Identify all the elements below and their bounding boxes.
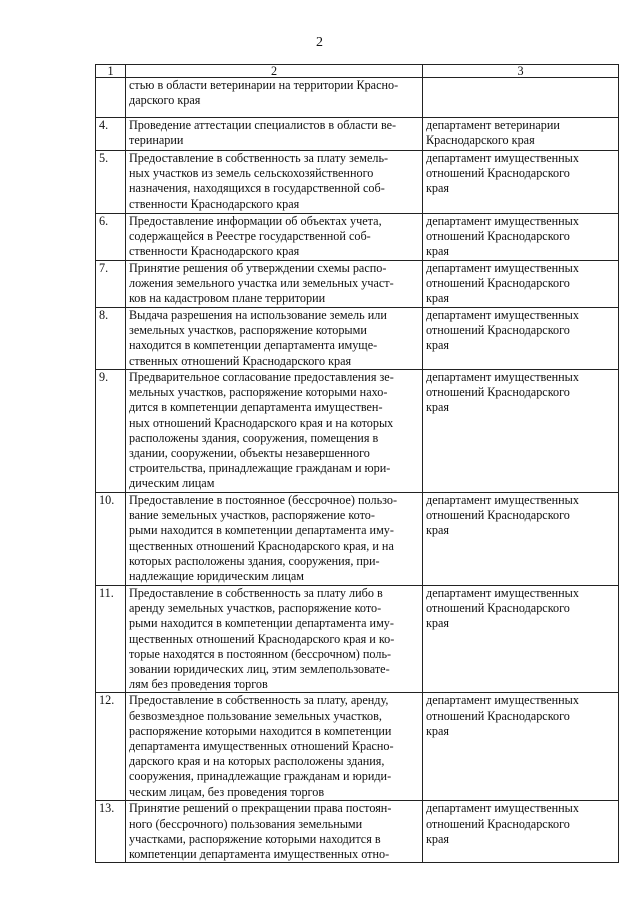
service-name: Предварительное согласование предоставления зе- мельных участков, распоряжение которыми нахо- дится в компетенции департамента имуществен- ных отношений Краснодарского края и на которых расположены здания, сооружения, помещения в здании, сооружении, объекты незавершенного строительства, принадлежащие гражданам и юри- дическим лицам bbox=[126, 370, 423, 493]
service-name: Предоставление информации об объектах учета, содержащейся в Реестре государственной соб- ственности Краснодарского края bbox=[126, 214, 423, 261]
table-row bbox=[96, 586, 619, 693]
responsible-department: департамент имущественных отношений Краснодарского края bbox=[423, 493, 619, 586]
responsible-department: департамент имущественных отношений Краснодарского края bbox=[423, 214, 619, 261]
service-name: Предоставление в постоянное (бессрочное) пользо- вание земельных участков, распоряжение кото- рыми находится в компетенции департамента иму- щественных отношений Краснодарского края, и на которых расположены здания, сооружения, при- надлежащие юридическим лицам bbox=[126, 493, 423, 586]
table-row bbox=[96, 151, 619, 214]
row-number: 10. bbox=[96, 493, 126, 586]
column-header-service: 2 bbox=[126, 65, 423, 78]
responsible-department: департамент имущественных отношений Краснодарского края bbox=[423, 586, 619, 693]
row-number: 8. bbox=[96, 308, 126, 370]
service-name: Принятие решений о прекращении права постоян- ного (бессрочного) пользования земельными участками, распоряжение которыми находится в компетенции департамента имущественных отно- bbox=[126, 801, 423, 863]
service-name: Проведение аттестации специалистов в области ве- теринарии bbox=[126, 118, 423, 151]
responsible-department: департамент имущественных отношений Краснодарского края bbox=[423, 801, 619, 863]
service-name: стью в области ветеринарии на территории Красно- дарского края bbox=[126, 78, 423, 118]
responsible-department: департамент имущественных отношений Краснодарского края bbox=[423, 261, 619, 308]
column-header-number: 1 bbox=[96, 65, 126, 78]
responsible-department: департамент имущественных отношений Краснодарского края bbox=[423, 151, 619, 214]
row-number bbox=[96, 78, 126, 118]
services-table bbox=[95, 64, 619, 863]
responsible-department: департамент имущественных отношений Краснодарского края bbox=[423, 693, 619, 801]
table-row bbox=[96, 693, 619, 801]
row-number: 12. bbox=[96, 693, 126, 801]
service-name: Предоставление в собственность за плату земель- ных участков из земель сельскохозяйственного назначения, находящихся в государственной соб- ственности Краснодарского края bbox=[126, 151, 423, 214]
row-number: 9. bbox=[96, 370, 126, 493]
service-name: Принятие решения об утверждении схемы распо- ложения земельного участка или земельных участ- ков на кадастровом плане территории bbox=[126, 261, 423, 308]
table-row bbox=[96, 370, 619, 493]
table-row bbox=[96, 261, 619, 308]
column-header-department: 3 bbox=[423, 65, 619, 78]
responsible-department: департамент имущественных отношений Краснодарского края bbox=[423, 370, 619, 493]
table-row bbox=[96, 214, 619, 261]
table-row bbox=[96, 493, 619, 586]
table-row bbox=[96, 118, 619, 151]
row-number: 5. bbox=[96, 151, 126, 214]
table-header-row bbox=[96, 65, 619, 78]
row-number: 6. bbox=[96, 214, 126, 261]
page-number: 2 bbox=[316, 35, 323, 50]
service-name: Выдача разрешения на использование земель или земельных участков, распоряжение которыми находится в компетенции департамента имуще- ственных отношений Краснодарского края bbox=[126, 308, 423, 370]
row-number: 11. bbox=[96, 586, 126, 693]
responsible-department: департамент ветеринарии Краснодарского края bbox=[423, 118, 619, 151]
table-row bbox=[96, 801, 619, 863]
responsible-department: департамент имущественных отношений Краснодарского края bbox=[423, 308, 619, 370]
table-row bbox=[96, 308, 619, 370]
row-number: 4. bbox=[96, 118, 126, 151]
row-number: 13. bbox=[96, 801, 126, 863]
table-row bbox=[96, 78, 619, 118]
service-name: Предоставление в собственность за плату, аренду, безвозмездное пользование земельных участков, распоряжение которыми находится в компетенции департамента имущественных отношений Красно- дарского края и на которых расположены здания, сооружения, принадлежащие гражданам и юриди- ческим лицам, без проведения торгов bbox=[126, 693, 423, 801]
responsible-department bbox=[423, 78, 619, 118]
service-name: Предоставление в собственность за плату либо в аренду земельных участков, распоряжение кото- рыми находится в компетенции департамента иму- щественных отношений Краснодарского края и ко- торые находятся в постоянном (бессрочном) поль- зовании юридических лиц, этим землепользовате- лям без проведения торгов bbox=[126, 586, 423, 693]
row-number: 7. bbox=[96, 261, 126, 308]
